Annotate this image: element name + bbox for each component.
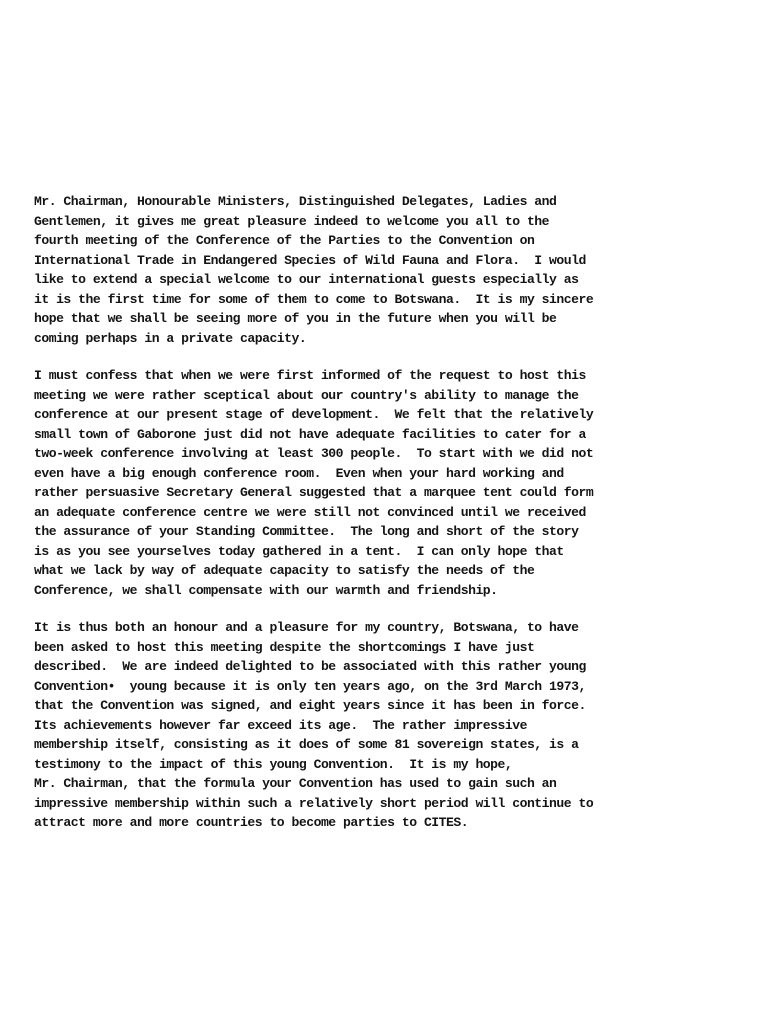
text-line: International Trade in Endangered Species of Wild Fauna and Flora. I would xyxy=(34,252,586,268)
text-line: it is the first time for some of them to come to Botswana. It is my sincere xyxy=(34,291,594,307)
text-line: coming perhaps in a private capacity. xyxy=(34,330,307,346)
text-line: described. We are indeed delighted to be associated with this rather young xyxy=(34,659,586,674)
paragraph-welcome xyxy=(34,192,779,348)
text-line: like to extend a special welcome to our international guests especially as xyxy=(34,272,579,287)
text-line: Convention• young because it is only ten years ago, on the 3rd March 1973, xyxy=(34,678,586,694)
text-line: impressive membership within such a relatively short period will continue to xyxy=(34,795,594,811)
text-line: Its achievements however far exceed its age. The rather impressive xyxy=(34,717,527,733)
text-line: Mr. Chairman, Honourable Ministers, Distinguished Delegates, Ladies and xyxy=(34,194,557,209)
text-line: Gentlemen, it gives me great pleasure indeed to welcome you all to the xyxy=(34,213,550,229)
text-line: Mr. Chairman, that the formula your Convention has used to gain such an xyxy=(34,776,557,791)
text-line: been asked to host this meeting despite the shortcomings I have just xyxy=(34,639,535,655)
text-line: what we lack by way of adequate capacity to satisfy the needs of the xyxy=(34,563,535,578)
paragraph-confession xyxy=(34,366,779,600)
text-line: Conference, we shall compensate with our warmth and friendship. xyxy=(34,582,498,598)
text-line: fourth meeting of the Conference of the Parties to the Convention on xyxy=(34,233,535,248)
text-line: even have a big enough conference room. Even when your hard working and xyxy=(34,465,564,481)
text-line: is as you see yourselves today gathered in a tent. I can only hope that xyxy=(34,543,564,559)
text-line: two-week conference involving at least 300 people. To start with we did not xyxy=(34,446,594,461)
text-line: rather persuasive Secretary General suggested that a marquee tent could form xyxy=(34,485,594,500)
text-line: hope that we shall be seeing more of you in the future when you will be xyxy=(34,311,557,326)
text-line: I must confess that when we were first informed of the request to host this xyxy=(34,368,586,383)
text-line: the assurance of your Standing Committee. The long and short of the story xyxy=(34,524,579,539)
text-line: that the Convention was signed, and eight years since it has been in force. xyxy=(34,698,586,713)
text-line: conference at our present stage of development. We felt that the relatively xyxy=(34,407,594,422)
text-line: testimony to the impact of this young Convention. It is my hope, xyxy=(34,756,513,772)
text-line: meeting we were rather sceptical about our country's ability to manage the xyxy=(34,387,579,403)
text-line: small town of Gaborone just did not have adequate facilities to cater for a xyxy=(34,426,586,442)
text-line: an adequate conference centre we were still not convinced until we received xyxy=(34,504,586,520)
paragraph-honour xyxy=(34,618,779,833)
text-line: attract more and more countries to become parties to CITES. xyxy=(34,815,469,830)
text-line: membership itself, consisting as it does of some 81 sovereign states, is a xyxy=(34,737,579,752)
text-line: It is thus both an honour and a pleasure for my country, Botswana, to have xyxy=(34,620,579,635)
